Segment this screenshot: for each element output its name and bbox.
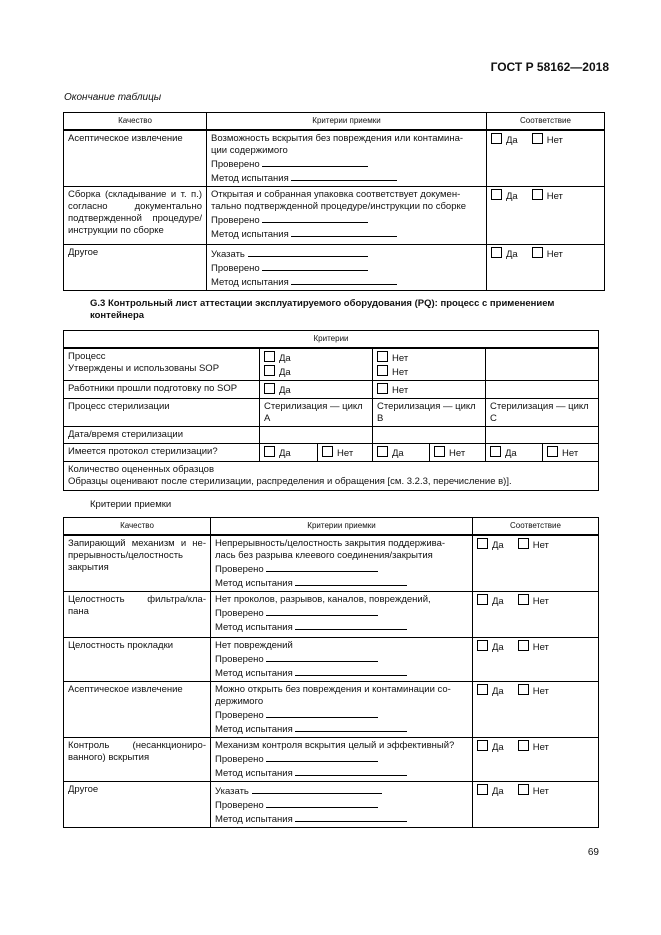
compliance-cell	[473, 592, 599, 638]
yes-label: Да	[505, 448, 517, 459]
column-header-quality: Качество	[64, 518, 211, 536]
column-header-compliance: Соответствие	[473, 518, 599, 536]
no-checkbox[interactable]	[377, 383, 388, 394]
no-checkbox[interactable]	[377, 351, 388, 362]
no-checkbox[interactable]	[518, 538, 529, 549]
criteria-text: лась без разрыва клеевого соединения/закрытия	[215, 550, 433, 561]
protocol-label: Имеется протокол стерилизации?	[64, 444, 260, 462]
compliance-cell	[473, 782, 599, 828]
criteria-text: Непрерывность/целостность закрытия поддержива-	[215, 538, 446, 549]
criteria-text: Открытая и собранная упаковка соответствует докумен-	[211, 189, 461, 200]
yes-checkbox[interactable]	[491, 189, 502, 200]
yes-label: Да	[392, 448, 404, 459]
test-method-label: Метод испытания	[215, 578, 293, 589]
samples-count-label: Количество оцененных образцов	[68, 464, 215, 475]
yes-checkbox[interactable]	[477, 684, 488, 695]
yes-checkbox[interactable]	[264, 351, 275, 362]
quality-cell: Другое	[64, 782, 211, 828]
no-label: Нет	[532, 540, 549, 551]
test-method-label: Метод испытания	[215, 768, 293, 779]
yes-checkbox[interactable]	[264, 365, 275, 376]
no-label: Нет	[392, 353, 409, 364]
yes-cell	[260, 381, 373, 399]
criteria-cell	[207, 130, 487, 187]
yes-checkbox[interactable]	[490, 446, 501, 457]
no-checkbox[interactable]	[547, 446, 558, 457]
test-method-field[interactable]	[295, 666, 407, 676]
compliance-cell	[473, 738, 599, 782]
checked-by-label: Проверено	[215, 710, 264, 721]
table-row	[64, 427, 599, 444]
no-label: Нет	[546, 249, 563, 260]
process-labels-cell	[64, 348, 260, 381]
yes-label: Да	[279, 385, 291, 396]
column-header-compliance: Соответствие	[487, 113, 605, 131]
checked-by-label: Проверено	[215, 800, 264, 811]
test-method-field[interactable]	[295, 722, 407, 732]
yes-checkbox[interactable]	[491, 247, 502, 258]
no-checkbox[interactable]	[518, 784, 529, 795]
yes-label: Да	[506, 249, 518, 260]
no-cell	[430, 444, 486, 462]
checked-by-field[interactable]	[266, 798, 378, 808]
checked-by-label: Проверено	[215, 608, 264, 619]
criteria-cell	[211, 682, 473, 738]
no-label: Нет	[449, 448, 466, 459]
no-cell	[373, 381, 486, 399]
no-cell	[318, 444, 373, 462]
no-checkbox[interactable]	[532, 247, 543, 258]
table-row	[64, 462, 599, 491]
table-row	[64, 399, 599, 427]
yes-label: Да	[492, 786, 504, 797]
specify-label: Указать	[215, 786, 249, 797]
test-method-label: Метод испытания	[211, 229, 289, 240]
compliance-cell	[473, 638, 599, 682]
checked-by-label: Проверено	[215, 654, 264, 665]
criteria-cell	[211, 738, 473, 782]
no-label: Нет	[532, 642, 549, 653]
no-checkbox[interactable]	[322, 446, 333, 457]
table-row	[64, 682, 599, 738]
no-checkbox[interactable]	[518, 640, 529, 651]
checked-by-field[interactable]	[262, 213, 368, 223]
no-cell	[543, 444, 599, 462]
no-checkbox[interactable]	[377, 365, 388, 376]
yes-checkbox[interactable]	[477, 640, 488, 651]
table-row	[64, 738, 599, 782]
criteria-text: Нет повреждений	[215, 640, 293, 651]
yes-cell	[373, 444, 430, 462]
no-label: Нет	[392, 385, 409, 396]
compliance-cell	[473, 682, 599, 738]
table-row	[64, 535, 599, 592]
test-method-field[interactable]	[291, 275, 397, 285]
test-method-field[interactable]	[295, 620, 407, 630]
test-method-label: Метод испытания	[215, 814, 293, 825]
checked-by-field[interactable]	[262, 157, 368, 167]
no-checkbox[interactable]	[532, 133, 543, 144]
checked-by-label: Проверено	[215, 754, 264, 765]
yes-label: Да	[279, 367, 291, 378]
quality-cell: Целостность фильтра/кла-пана	[64, 592, 211, 638]
samples-note: Образцы оценивают после стерилизации, распределения и обращения [см. 3.2.3, перечисление в)].	[68, 476, 512, 487]
table-row	[64, 444, 599, 462]
datetime-field-a[interactable]	[260, 427, 373, 444]
criteria-text: Можно открыть без повреждения и контаминации со-	[215, 684, 451, 695]
checked-by-field[interactable]	[266, 652, 378, 662]
no-checkbox[interactable]	[518, 684, 529, 695]
no-cell	[373, 348, 486, 381]
criteria-text: тально подтвержденной процедуре/инструкции по сборке	[211, 201, 467, 212]
yes-cell	[260, 444, 318, 462]
no-label: Нет	[532, 786, 549, 797]
no-label: Нет	[532, 742, 549, 753]
yes-label: Да	[279, 353, 291, 364]
no-label: Нет	[546, 135, 563, 146]
checked-by-field[interactable]	[266, 562, 378, 572]
yes-checkbox[interactable]	[477, 538, 488, 549]
criteria-cell	[211, 638, 473, 682]
page-number: 69	[587, 847, 599, 858]
column-header-quality: Качество	[64, 113, 207, 131]
no-label: Нет	[546, 191, 563, 202]
table-row	[64, 245, 605, 291]
table-row	[64, 348, 599, 381]
cycle-b-label: Стерилизация — цикл В	[373, 399, 486, 427]
checked-by-field[interactable]	[266, 708, 378, 718]
acceptance-criteria-caption: Критерии приемки	[90, 499, 172, 510]
criteria-cell	[211, 782, 473, 828]
yes-label: Да	[492, 596, 504, 607]
yes-cell	[260, 348, 373, 381]
compliance-cell	[473, 535, 599, 592]
datetime-label: Дата/время стерилизации	[64, 427, 260, 444]
empty-cell	[486, 348, 599, 381]
test-method-field[interactable]	[295, 576, 407, 586]
checked-by-field[interactable]	[266, 606, 378, 616]
cycle-c-label: Стерилизация — цикл С	[486, 399, 599, 427]
column-header-criteria: Критерии приемки	[211, 518, 473, 536]
document-header: ГОСТ Р 58162—2018	[490, 60, 609, 74]
criteria-cell	[207, 187, 487, 245]
cycle-a-label: Стерилизация — цикл А	[260, 399, 373, 427]
quality-cell: Другое	[64, 245, 207, 291]
test-method-field[interactable]	[295, 812, 407, 822]
checked-by-label: Проверено	[211, 263, 260, 274]
column-header-criteria: Критерии приемки	[207, 113, 487, 131]
test-method-field[interactable]	[295, 766, 407, 776]
quality-cell: Контроль (несанкциониро-ванного) вскрытия	[64, 738, 211, 782]
criteria-cell	[211, 535, 473, 592]
yes-label: Да	[492, 642, 504, 653]
quality-cell: Асептическое извлечение	[64, 130, 207, 187]
criteria-cell	[211, 592, 473, 638]
acceptance-table-top	[63, 112, 605, 291]
specify-field[interactable]	[252, 784, 382, 794]
test-method-label: Метод испытания	[211, 173, 289, 184]
no-label: Нет	[532, 596, 549, 607]
test-method-label: Метод испытания	[215, 724, 293, 735]
yes-checkbox[interactable]	[477, 784, 488, 795]
quality-cell: Запирающий механизм и не-прерывность/целостность закрытия	[64, 535, 211, 592]
yes-cell	[486, 444, 543, 462]
no-label: Нет	[562, 448, 579, 459]
no-label: Нет	[532, 686, 549, 697]
yes-checkbox[interactable]	[377, 446, 388, 457]
empty-cell	[486, 381, 599, 399]
test-method-field[interactable]	[291, 171, 397, 181]
no-label: Нет	[392, 367, 409, 378]
yes-checkbox[interactable]	[477, 594, 488, 605]
checked-by-field[interactable]	[266, 752, 378, 762]
table-row	[64, 187, 605, 245]
checked-by-label: Проверено	[211, 215, 260, 226]
quality-cell: Сборка (складывание и т. п.) согласно документально подтвержденной процедуре/ инструкции по сборке	[64, 187, 207, 245]
criteria-header: Критерии	[64, 331, 599, 349]
no-checkbox[interactable]	[532, 189, 543, 200]
quality-cell: Целостность прокладки	[64, 638, 211, 682]
criteria-text: Механизм контроля вскрытия целый и эффективный?	[215, 740, 455, 751]
compliance-cell	[487, 245, 605, 291]
criteria-cell	[207, 245, 487, 291]
criteria-text: Нет проколов, разрывов, каналов, повреждений,	[215, 594, 431, 605]
yes-label: Да	[492, 742, 504, 753]
samples-cell	[64, 462, 599, 491]
specify-label: Указать	[211, 249, 245, 260]
yes-label: Да	[506, 135, 518, 146]
datetime-field-b[interactable]	[373, 427, 486, 444]
no-label: Нет	[337, 448, 354, 459]
checked-by-label: Проверено	[215, 564, 264, 575]
criteria-text: ции содержимого	[211, 145, 288, 156]
table-continuation-caption: Окончание таблицы	[64, 92, 162, 103]
quality-cell: Асептическое извлечение	[64, 682, 211, 738]
section-heading-g3: G.3 Контрольный лист аттестации эксплуатируемого оборудования (PQ): процесс с применением контейнера	[90, 298, 555, 321]
test-method-label: Метод испытания	[211, 277, 289, 288]
table-row	[64, 638, 599, 682]
checked-by-field[interactable]	[262, 261, 368, 271]
table-row	[64, 130, 605, 187]
yes-label: Да	[506, 191, 518, 202]
specify-field[interactable]	[248, 247, 368, 257]
yes-label: Да	[279, 448, 291, 459]
yes-checkbox[interactable]	[491, 133, 502, 144]
process-label: Процесс	[68, 351, 106, 362]
no-checkbox[interactable]	[518, 594, 529, 605]
test-method-label: Метод испытания	[215, 668, 293, 679]
no-checkbox[interactable]	[434, 446, 445, 457]
compliance-cell	[487, 187, 605, 245]
yes-checkbox[interactable]	[264, 383, 275, 394]
test-method-field[interactable]	[291, 227, 397, 237]
datetime-field-c[interactable]	[486, 427, 599, 444]
acceptance-table-bottom	[63, 517, 599, 828]
checked-by-label: Проверено	[211, 159, 260, 170]
compliance-cell	[487, 130, 605, 187]
trained-label: Работники прошли подготовку по SOP	[64, 381, 260, 399]
table-row	[64, 782, 599, 828]
yes-label: Да	[492, 686, 504, 697]
sterilization-process-label: Процесс стерилизации	[64, 399, 260, 427]
table-row	[64, 381, 599, 399]
pq-criteria-table	[63, 330, 599, 491]
no-checkbox[interactable]	[518, 740, 529, 751]
yes-checkbox[interactable]	[264, 446, 275, 457]
test-method-label: Метод испытания	[215, 622, 293, 633]
yes-label: Да	[492, 540, 504, 551]
sop-label: Утверждены и использованы SOP	[68, 363, 220, 374]
criteria-text: Возможность вскрытия без повреждения или контамина-	[211, 133, 464, 144]
table-row	[64, 592, 599, 638]
yes-checkbox[interactable]	[477, 740, 488, 751]
criteria-text: держимого	[215, 696, 264, 707]
